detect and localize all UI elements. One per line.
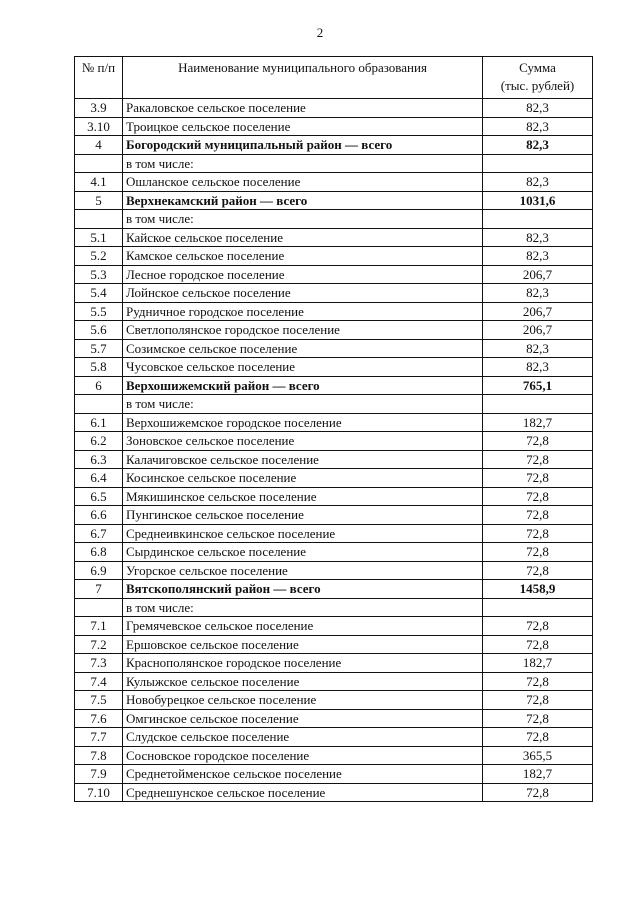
cell-number: 4 <box>75 136 123 155</box>
table-header <box>75 57 593 99</box>
cell-amount: 72,8 <box>483 672 593 691</box>
cell-amount: 72,8 <box>483 561 593 580</box>
cell-number: 6.9 <box>75 561 123 580</box>
cell-number: 6 <box>75 376 123 395</box>
table-row <box>75 654 593 673</box>
cell-amount: 206,7 <box>483 265 593 284</box>
cell-number: 6.3 <box>75 450 123 469</box>
cell-number: 3.10 <box>75 117 123 136</box>
cell-amount: 72,8 <box>483 469 593 488</box>
cell-number: 7.10 <box>75 783 123 802</box>
header-amount <box>483 57 593 99</box>
cell-amount: 72,8 <box>483 432 593 451</box>
table-row <box>75 746 593 765</box>
table-row <box>75 413 593 432</box>
cell-amount: 82,3 <box>483 284 593 303</box>
table-row <box>75 99 593 118</box>
cell-number: 7.1 <box>75 617 123 636</box>
cell-municipality-name: Верхошижемский район — всего <box>123 376 483 395</box>
table-row-subheading <box>75 210 593 229</box>
page-number: 2 <box>316 25 324 40</box>
table-row <box>75 450 593 469</box>
cell-municipality-name: Богородский муниципальный район — всего <box>123 136 483 155</box>
table-row <box>75 765 593 784</box>
table-row-subheading <box>75 395 593 414</box>
cell-number: 7.8 <box>75 746 123 765</box>
cell-amount: 182,7 <box>483 765 593 784</box>
cell-municipality-name: в том числе: <box>123 395 483 414</box>
table-row-subheading <box>75 598 593 617</box>
cell-municipality-name: Сырдинское сельское поселение <box>123 543 483 562</box>
cell-number: 4.1 <box>75 173 123 192</box>
cell-municipality-name: Рудничное городское поселение <box>123 302 483 321</box>
cell-municipality-name: Верхнекамский район — всего <box>123 191 483 210</box>
cell-amount: 182,7 <box>483 413 593 432</box>
table-row <box>75 783 593 802</box>
cell-amount: 1031,6 <box>483 191 593 210</box>
header-number: № п/п <box>75 57 123 99</box>
table-row-subheading <box>75 154 593 173</box>
cell-number: 5.7 <box>75 339 123 358</box>
table-row <box>75 635 593 654</box>
cell-municipality-name: Среднетойменское сельское поселение <box>123 765 483 784</box>
table-row <box>75 284 593 303</box>
cell-municipality-name: Гремячевское сельское поселение <box>123 617 483 636</box>
cell-amount: 72,8 <box>483 487 593 506</box>
cell-amount: 365,5 <box>483 746 593 765</box>
cell-amount <box>483 210 593 229</box>
cell-number <box>75 154 123 173</box>
cell-number: 5.2 <box>75 247 123 266</box>
cell-amount: 765,1 <box>483 376 593 395</box>
cell-amount: 72,8 <box>483 506 593 525</box>
cell-municipality-name: в том числе: <box>123 598 483 617</box>
table-row <box>75 432 593 451</box>
cell-amount: 72,8 <box>483 783 593 802</box>
cell-number <box>75 395 123 414</box>
cell-amount: 82,3 <box>483 136 593 155</box>
cell-number: 5 <box>75 191 123 210</box>
table-row <box>75 339 593 358</box>
cell-amount: 72,8 <box>483 691 593 710</box>
cell-municipality-name: Краснополянское городское поселение <box>123 654 483 673</box>
cell-municipality-name: Косинское сельское поселение <box>123 469 483 488</box>
cell-municipality-name: Зоновское сельское поселение <box>123 432 483 451</box>
cell-number: 7.9 <box>75 765 123 784</box>
cell-amount: 82,3 <box>483 99 593 118</box>
cell-number: 6.6 <box>75 506 123 525</box>
cell-number: 5.8 <box>75 358 123 377</box>
cell-amount: 72,8 <box>483 524 593 543</box>
cell-amount: 82,3 <box>483 247 593 266</box>
cell-number: 7.2 <box>75 635 123 654</box>
cell-municipality-name: Созимское сельское поселение <box>123 339 483 358</box>
cell-number: 5.5 <box>75 302 123 321</box>
table-row <box>75 247 593 266</box>
cell-municipality-name: Вятскополянский район — всего <box>123 580 483 599</box>
cell-municipality-name: Слудское сельское поселение <box>123 728 483 747</box>
table-row <box>75 617 593 636</box>
cell-amount: 182,7 <box>483 654 593 673</box>
header-amount-title: Сумма <box>519 60 556 75</box>
table-row <box>75 358 593 377</box>
cell-municipality-name: Ракаловское сельское поселение <box>123 99 483 118</box>
cell-number: 7.7 <box>75 728 123 747</box>
table-row <box>75 302 593 321</box>
cell-municipality-name: Угорское сельское поселение <box>123 561 483 580</box>
cell-municipality-name: Лойнское сельское поселение <box>123 284 483 303</box>
cell-municipality-name: Среднешунское сельское поселение <box>123 783 483 802</box>
cell-number: 6.2 <box>75 432 123 451</box>
cell-municipality-name: в том числе: <box>123 210 483 229</box>
cell-municipality-name: Новобурецкое сельское поселение <box>123 691 483 710</box>
cell-municipality-name: Ошланское сельское поселение <box>123 173 483 192</box>
table-row <box>75 672 593 691</box>
table-row <box>75 709 593 728</box>
cell-number: 7.5 <box>75 691 123 710</box>
cell-amount: 72,8 <box>483 635 593 654</box>
cell-municipality-name: Верхошижемское городское поселение <box>123 413 483 432</box>
header-row <box>75 57 593 99</box>
table-row <box>75 321 593 340</box>
table-row <box>75 117 593 136</box>
cell-number: 7.4 <box>75 672 123 691</box>
cell-municipality-name: Камское сельское поселение <box>123 247 483 266</box>
cell-municipality-name: Кайское сельское поселение <box>123 228 483 247</box>
cell-number: 5.6 <box>75 321 123 340</box>
cell-municipality-name: Чусовское сельское поселение <box>123 358 483 377</box>
cell-number: 6.8 <box>75 543 123 562</box>
table-row <box>75 487 593 506</box>
table-row <box>75 524 593 543</box>
budget-allocation-table <box>74 56 593 802</box>
cell-municipality-name: Троицкое сельское поселение <box>123 117 483 136</box>
table-row-district-total <box>75 376 593 395</box>
cell-number: 7.3 <box>75 654 123 673</box>
cell-number: 5.3 <box>75 265 123 284</box>
cell-amount: 72,8 <box>483 450 593 469</box>
header-municipality-name: Наименование муниципального образования <box>123 57 483 99</box>
cell-amount: 72,8 <box>483 617 593 636</box>
table-row <box>75 691 593 710</box>
cell-municipality-name: Кулыжское сельское поселение <box>123 672 483 691</box>
table-row <box>75 173 593 192</box>
header-amount-unit: (тыс. рублей) <box>500 78 575 93</box>
cell-amount: 82,3 <box>483 117 593 136</box>
cell-number: 3.9 <box>75 99 123 118</box>
cell-amount: 82,3 <box>483 173 593 192</box>
cell-municipality-name: Мякишинское сельское поселение <box>123 487 483 506</box>
cell-amount: 82,3 <box>483 228 593 247</box>
cell-amount: 1458,9 <box>483 580 593 599</box>
table-row-district-total <box>75 136 593 155</box>
cell-number: 5.4 <box>75 284 123 303</box>
cell-amount: 72,8 <box>483 709 593 728</box>
cell-number: 6.7 <box>75 524 123 543</box>
cell-municipality-name: Лесное городское поселение <box>123 265 483 284</box>
table-row-district-total <box>75 191 593 210</box>
cell-amount <box>483 598 593 617</box>
cell-municipality-name: Сосновское городское поселение <box>123 746 483 765</box>
cell-municipality-name: Среднеивкинское сельское поселение <box>123 524 483 543</box>
cell-amount: 206,7 <box>483 321 593 340</box>
cell-amount: 82,3 <box>483 339 593 358</box>
table-row <box>75 265 593 284</box>
cell-municipality-name: в том числе: <box>123 154 483 173</box>
cell-amount: 72,8 <box>483 728 593 747</box>
cell-amount: 206,7 <box>483 302 593 321</box>
cell-number: 7 <box>75 580 123 599</box>
cell-amount <box>483 154 593 173</box>
cell-amount <box>483 395 593 414</box>
table-row <box>75 561 593 580</box>
table-row-district-total <box>75 580 593 599</box>
table-row <box>75 228 593 247</box>
table-row <box>75 469 593 488</box>
cell-amount: 82,3 <box>483 358 593 377</box>
cell-municipality-name: Ершовское сельское поселение <box>123 635 483 654</box>
cell-municipality-name: Калачиговское сельское поселение <box>123 450 483 469</box>
cell-number: 5.1 <box>75 228 123 247</box>
cell-municipality-name: Омгинское сельское поселение <box>123 709 483 728</box>
cell-number: 6.1 <box>75 413 123 432</box>
table-row <box>75 506 593 525</box>
cell-number: 6.4 <box>75 469 123 488</box>
cell-amount: 72,8 <box>483 543 593 562</box>
cell-number <box>75 598 123 617</box>
cell-number <box>75 210 123 229</box>
cell-number: 6.5 <box>75 487 123 506</box>
table-body <box>75 99 593 802</box>
table-row <box>75 543 593 562</box>
table-row <box>75 728 593 747</box>
cell-number: 7.6 <box>75 709 123 728</box>
cell-municipality-name: Пунгинское сельское поселение <box>123 506 483 525</box>
cell-municipality-name: Светлополянское городское поселение <box>123 321 483 340</box>
